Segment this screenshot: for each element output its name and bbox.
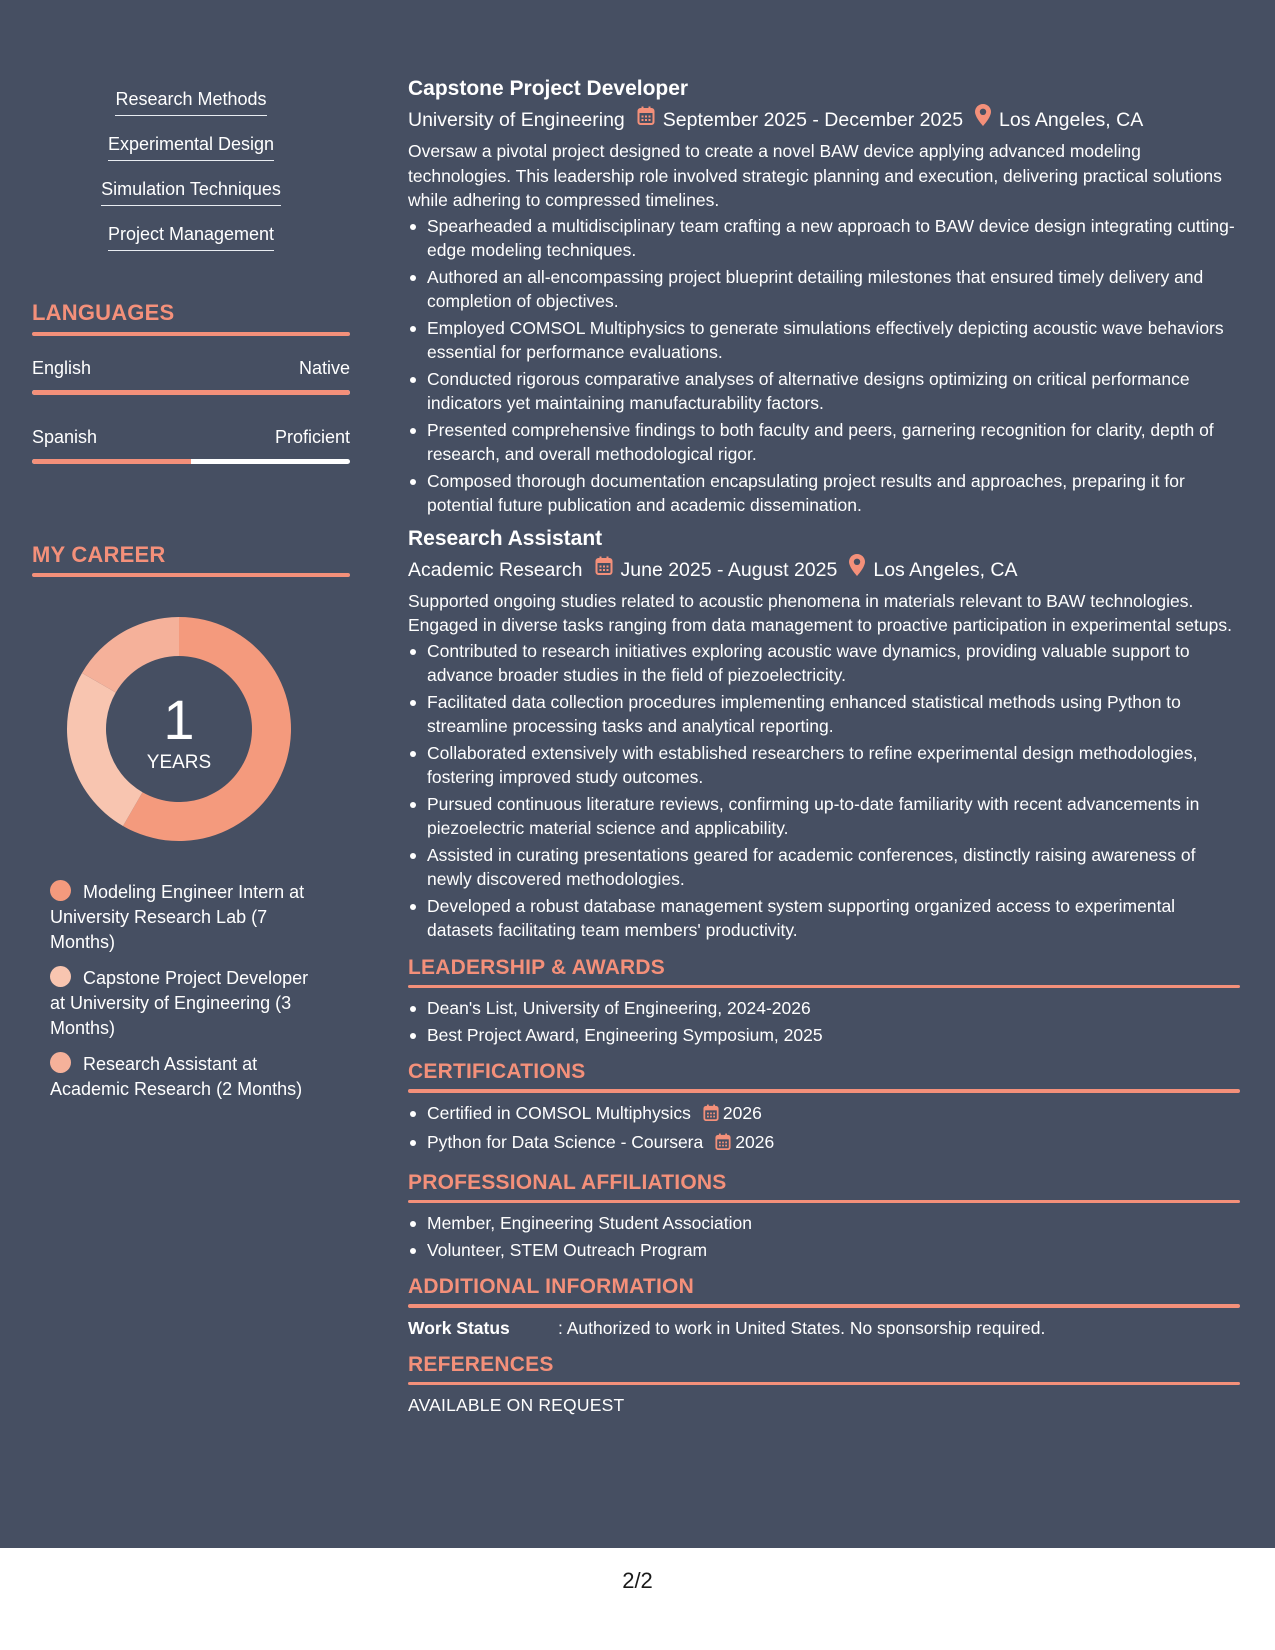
affiliations-section [408, 1168, 1240, 1263]
job-meta [408, 554, 1240, 586]
job-bullet: Authored an all-encompassing project blueprint detailing milestones that ensured timely delivery and completion of objectives. [408, 265, 1240, 314]
language-name: English [32, 358, 92, 378]
location-pin-icon [849, 554, 865, 586]
leadership-section [408, 953, 1240, 1048]
legend-dot [50, 1052, 71, 1073]
affiliations-list [408, 1211, 1240, 1262]
job-bullet: Composed thorough documentation encapsulating project results and approaches, preparing it for potential future publication and academic dissemination. [408, 469, 1240, 518]
job-bullet: Presented comprehensive findings to both faculty and peers, garnering recognition for clarity, depth of research, and overall methodological rigor. [408, 418, 1240, 467]
section-divider [408, 1200, 1240, 1204]
job-title: Capstone Project Developer [408, 77, 689, 100]
references-section [408, 1350, 1240, 1418]
skill-item: Research Methods [32, 86, 350, 131]
certifications-list [408, 1101, 1240, 1158]
skills-list [32, 86, 350, 266]
certification-year: 2026 [722, 1102, 762, 1123]
calendar-icon [703, 1104, 719, 1129]
affiliation-item: Member, Engineering Student Association [408, 1211, 1240, 1236]
section-divider [408, 985, 1240, 989]
affiliations-heading: PROFESSIONAL AFFILIATIONS [408, 1170, 727, 1194]
calendar-icon [637, 104, 655, 136]
job-organization: Academic Research [408, 558, 583, 581]
career-legend-item: Research Assistant at Academic Research (2 Months) [50, 1054, 303, 1099]
job-location: Los Angeles, CA [873, 558, 1018, 581]
career-legend-item: Modeling Engineer Intern at University Research Lab (7 Months) [50, 882, 305, 952]
certification-name: Certified in COMSOL Multiphysics [427, 1102, 691, 1123]
certification-item [408, 1130, 1240, 1158]
certifications-heading: CERTIFICATIONS [408, 1060, 586, 1083]
certification-item [408, 1101, 1240, 1129]
job-bullet: Developed a robust database management system supporting organized access to experimental datasets facilitating team members' productivity. [408, 894, 1240, 943]
job-description: Oversaw a pivotal project designed to create a novel BAW device applying advanced modeling technologies. This leadership role involved strategic planning and execution, delivering practical solutions while adhering to compressed timelines. [408, 141, 1222, 210]
work-status-row [408, 1316, 1240, 1340]
job-dates: June 2025 - August 2025 [620, 558, 838, 581]
job-bullet: Facilitated data collection procedures implementing enhanced statistical methods using Python to streamline processing tasks and analytical reporting. [408, 690, 1240, 739]
leadership-list [408, 996, 1240, 1047]
language-bar-fill [32, 459, 191, 464]
career-heading: MY CAREER [32, 542, 166, 567]
language-level: Proficient [274, 427, 350, 447]
job-location: Los Angeles, CA [999, 109, 1144, 131]
location-pin-icon [975, 104, 991, 136]
job-description: Supported ongoing studies related to acoustic phenomena in materials relevant to BAW technologies. Engaged in diverse tasks ranging from data management to proactive participation in experimental setups. [408, 590, 1232, 635]
language-name: Spanish [32, 427, 98, 447]
section-divider [408, 1089, 1240, 1093]
right-column [408, 74, 1240, 1417]
job-bullet: Spearheaded a multidisciplinary team crafting a new approach to BAW device design integrating cutting-edge modeling techniques. [408, 214, 1240, 263]
page-footer [0, 1548, 1275, 1650]
job-bullet: Assisted in curating presentations geared for academic conferences, distinctly raising awareness of newly discovered methodologies. [408, 843, 1240, 892]
section-divider [408, 1304, 1240, 1308]
job-entry [408, 524, 1240, 943]
job-bullet: Contributed to research initiatives exploring acoustic wave dynamics, providing valuable support to advance broader studies in the field of piezoelectricity. [408, 639, 1240, 688]
legend-dot [50, 880, 71, 901]
job-dates: September 2025 - December 2025 [662, 109, 964, 131]
job-bullets [408, 214, 1240, 518]
language-level: Native [298, 358, 350, 378]
legend-dot [50, 966, 71, 987]
career-legend-item: Capstone Project Developer at University of Engineering (3 Months) [50, 968, 309, 1038]
certification-name: Python for Data Science - Coursera [427, 1132, 704, 1152]
calendar-icon [595, 554, 613, 586]
language-bar-spanish [32, 459, 350, 464]
work-status-value: : Authorized to work in United States. No sponsorship required. [558, 1317, 1046, 1338]
career-legend [50, 880, 325, 1113]
section-divider [408, 1382, 1240, 1386]
additional-section [408, 1272, 1240, 1340]
additional-heading: ADDITIONAL INFORMATION [408, 1275, 694, 1298]
skill-item: Simulation Techniques [32, 176, 350, 221]
language-row-spanish [32, 427, 350, 448]
donut-segment [82, 617, 179, 693]
skill-item: Experimental Design [32, 131, 350, 176]
job-bullet: Conducted rigorous comparative analyses of alternative designs optimizing on critical performance indicators yet maintaining manufacturability factors. [408, 367, 1240, 416]
references-heading: REFERENCES [408, 1352, 554, 1376]
job-entry [408, 74, 1240, 518]
career-total-number: 1 [163, 688, 195, 751]
job-meta [408, 104, 1240, 136]
languages-divider [32, 332, 350, 336]
language-bar-english [32, 390, 350, 395]
languages-heading: LANGUAGES [32, 300, 175, 325]
page-number: 2/2 [622, 1568, 653, 1593]
leadership-heading: LEADERSHIP & AWARDS [408, 955, 665, 979]
language-row-english [32, 358, 350, 379]
job-bullet: Pursued continuous literature reviews, confirming up-to-date familiarity with recent advancements in piezoelectric material science and applicability. [408, 792, 1240, 841]
affiliation-item: Volunteer, STEM Outreach Program [408, 1238, 1240, 1263]
career-divider [32, 573, 350, 577]
job-bullets [408, 639, 1240, 943]
job-bullet: Employed COMSOL Multiphysics to generate simulations effectively depicting acoustic wave behaviors essential for performance evaluations. [408, 316, 1240, 365]
job-organization: University of Engineering [408, 109, 625, 131]
language-bar-fill [32, 390, 350, 395]
certification-year: 2026 [735, 1132, 775, 1152]
leadership-item: Best Project Award, Engineering Symposium, 2025 [408, 1023, 1240, 1048]
leadership-item: Dean's List, University of Engineering, 2024-2026 [408, 996, 1240, 1021]
work-status-label: Work Status [408, 1317, 510, 1338]
certifications-section [408, 1057, 1240, 1158]
skill-item: Project Management [32, 221, 350, 266]
references-text: AVAILABLE ON REQUEST [408, 1395, 625, 1415]
career-total-unit: YEARS [146, 752, 212, 773]
job-bullet: Collaborated extensively with established researchers to refine experimental design methodologies, fostering improved study outcomes. [408, 741, 1240, 790]
job-title: Research Assistant [408, 526, 603, 550]
calendar-icon [715, 1133, 731, 1158]
